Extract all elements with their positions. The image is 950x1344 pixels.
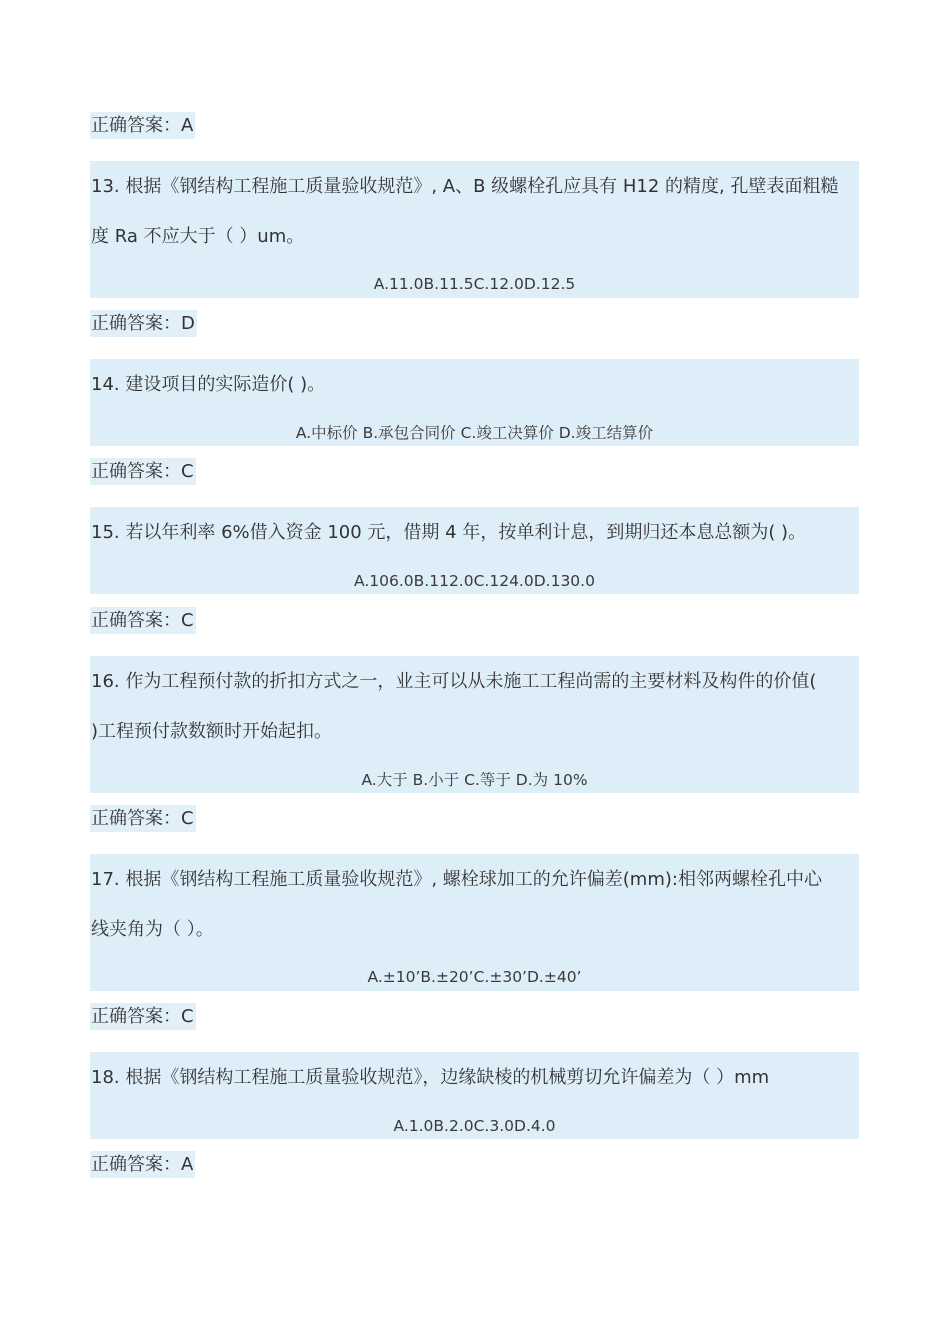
answer-label: 正确答案：D [90, 310, 197, 337]
question-text-line1: 15. 若以年利率 6%借入资金 100 元，借期 4 年，按单利计息，到期归还本息总额为( )。 [91, 522, 807, 543]
answer-label: 正确答案：C [90, 1003, 196, 1030]
question-block-17 [90, 854, 859, 991]
answer-label: 正确答案：A [90, 1151, 195, 1178]
question-block-14 [90, 359, 859, 446]
question-text-line1: 18. 根据《钢结构工程施工质量验收规范》，边缘缺棱的机械剪切允许偏差为（ ）mm [91, 1067, 770, 1088]
question-text-line1: 17. 根据《钢结构工程施工质量验收规范》, 螺栓球加工的允许偏差(mm):相邻两螺栓孔中心 [91, 869, 822, 890]
answer-options: A.11.0B.11.5C.12.0D.12.5 [373, 275, 576, 293]
question-text-line2: )工程预付款数额时开始起扣。 [91, 721, 333, 742]
question-text-line1: 13. 根据《钢结构工程施工质量验收规范》, A、B 级螺栓孔应具有 H12 的精度, 孔壁表面粗糙 [91, 176, 839, 197]
answer-options: A.106.0B.112.0C.124.0D.130.0 [354, 572, 595, 590]
answer-label: 正确答案：C [90, 607, 196, 634]
question-text-line1: 14. 建设项目的实际造价( )。 [91, 374, 326, 395]
answer-options: A.中标价 B.承包合同价 C.竣工决算价 D.竣工结算价 [295, 424, 654, 442]
answer-label: 正确答案：C [90, 805, 196, 832]
question-block-13 [90, 161, 859, 298]
question-text-line2: 度 Ra 不应大于（ ）um。 [91, 226, 305, 247]
answer-options: A.±10’B.±20’C.±30’D.±40’ [367, 968, 582, 986]
question-block-15 [90, 507, 859, 594]
question-text-line2: 线夹角为（ ）。 [91, 919, 214, 940]
question-block-18 [90, 1052, 859, 1139]
question-block-16 [90, 656, 859, 793]
answer-options: A.1.0B.2.0C.3.0D.4.0 [393, 1117, 556, 1135]
answer-label: 正确答案：A [90, 112, 195, 139]
answer-options: A.大于 B.小于 C.等于 D.为 10% [361, 771, 588, 789]
answer-label: 正确答案：C [90, 458, 196, 485]
question-text-line1: 16. 作为工程预付款的折扣方式之一，业主可以从未施工工程尚需的主要材料及构件的价值( [91, 671, 817, 692]
